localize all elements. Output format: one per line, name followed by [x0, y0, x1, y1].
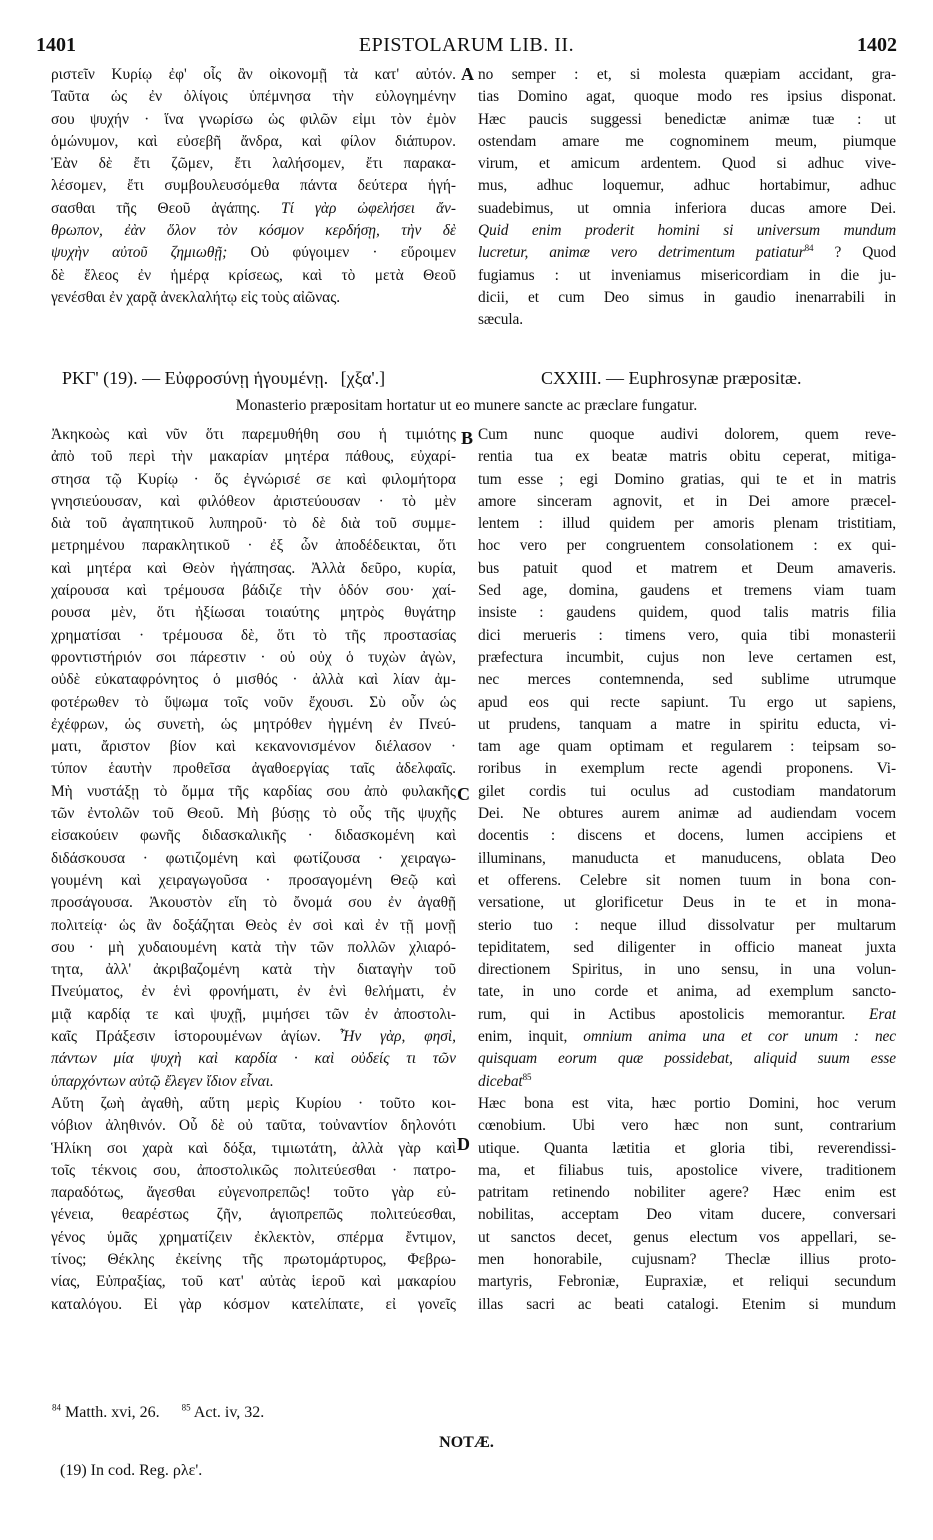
greek-line: Πνεύματος, ἐν ἑνὶ φρονήματι, ἐν ἑνὶ θελήματι, ἐν	[51, 983, 456, 1001]
greek-line: λέσομεν, ἔτι συμβουλευσόμεθα πάντα δεύτερα ἡγή-	[51, 177, 456, 195]
greek-line: πολιτείᾳ· ὡς ἂν δοξάζηται Θεὸς ἐν σοὶ καὶ ἐν τῇ μονῇ	[51, 916, 456, 934]
page-number-left: 1401	[36, 34, 76, 56]
latin-line: apud eos qui recte sapiunt. Tu ergo ut sapiens,	[478, 693, 896, 711]
latin-line: insiste : gaudens quidem, quod talis matris filia	[478, 604, 896, 622]
greek-line: οὐδὲ εὐκαταφρόνητος ὁ μισθός · ἀλλὰ καὶ λίαν ἀμ-	[51, 671, 456, 689]
latin-line: mus, adhuc loquemur, adhuc hortabimur, adhuc	[478, 177, 896, 195]
greek-line: χρηματίσαι · τρέμουσα δὲ, ὅτι τὸ τῆς προστασίας	[51, 626, 456, 644]
greek-italic-quote: Ἦν γὰρ, φησὶ,	[339, 1028, 456, 1046]
latin-line	[478, 1004, 896, 1026]
greek-line: τύπον ἑαυτὴν προθεῖσα ἀγαθοεργίας ταῖς ἀδελφαῖς.	[51, 760, 456, 778]
greek-line	[51, 198, 456, 220]
greek-line: χαίρουσα καὶ τρέμουσα βάδιζε τὴν ὁδόν σου· χαί-	[51, 582, 456, 600]
greek-text: σασθαι τῆς Θεοῦ ἀγάπης.	[51, 199, 261, 217]
latin-line: ut prudens, tanquam a matre in spiritu educta, vi-	[478, 715, 896, 733]
greek-italic-quote: Τί γὰρ ὠφελήσει ἄν-	[281, 199, 456, 217]
greek-line: Ἀκηκοὼς καὶ νῦν ὅτι παρεμυθήθη σου ἡ τιμιότης	[51, 426, 456, 443]
greek-italic-quote: θρωπον, ἐὰν ὅλον τὸν κόσμον κερδήσῃ, τὴν δὲ	[51, 222, 456, 240]
greek-line: προσάγουσα. Ἀκουστὸν εἴη τὸ ὄνομά σου ἐν ἀγαθῇ	[51, 894, 456, 912]
latin-line: ut sanctos decet, genus electum vos appellari, se-	[478, 1228, 896, 1246]
greek-line: Ταῦτα ὡς ἐν ὀλίγοις ὑπέμνησα τὴν εὐλογημένην	[51, 88, 456, 106]
greek-title-text: ΡΚΓ' (19). — Εὐφροσύνῃ ἡγουμένῃ.	[62, 368, 329, 388]
running-title: EPISTOLARUM LIB. II.	[358, 34, 575, 56]
latin-line: ma, et filiabus tuis, apostolice vivere, traditionem	[478, 1161, 896, 1179]
latin-line: rentia tua ex beatæ matris obitu ceperat, mitiga-	[478, 448, 896, 466]
latin-line: illas sacri ac beati catalogi. Etenim si mundum	[478, 1295, 896, 1313]
latin-line: sæcula.	[478, 311, 524, 329]
greek-line: τῶν ἐντολῶν τοῦ Θεοῦ. Μὴ βύσῃς τὸ οὖς τῆς ψυχῆς	[51, 805, 456, 823]
latin-line: amore sinceram agnovit, et in Dei amore præcel-	[478, 492, 896, 510]
latin-line: bus patuit quod et matrem et Deum amaveris.	[478, 559, 896, 577]
latin-line: lentem : illud quidem per amoris plenam tristitiam,	[478, 515, 896, 533]
greek-line: τίνος; Θέκλης ἐκείνης τῆς πρωτομάρτυρος, Φεβρω-	[51, 1250, 456, 1268]
letter-summary: Monasterio præpositam hortatur ut eo munere sancte ac præclare fungatur.	[235, 397, 698, 414]
latin-line: gilet cordis tui oculus ad custodiam mandatorum	[478, 782, 896, 800]
latin-line: Hæc bona est vita, hæc portio Domini, hoc verum	[478, 1094, 896, 1112]
latin-line: men honorabile, cujusnam? Theclæ illius proto-	[478, 1250, 896, 1268]
latin-line: tate, in uno corde et anima, ad exemplum sancto-	[478, 983, 896, 1001]
greek-line	[51, 1026, 456, 1048]
greek-line: στησα τῷ Κυρίῳ · ὅς ἐγνώρισέ σε καὶ φιλομήτορα	[51, 470, 456, 488]
latin-italic-quote: lucretur, animæ vero detrimentum patiatur	[478, 244, 805, 262]
latin-text: enim, inquit,	[478, 1028, 568, 1046]
greek-line: εἰσακούειν φωνῆς διδασκαλικῆς · διδασκομένη καὶ	[51, 827, 456, 845]
margin-marker-b: B	[461, 428, 474, 448]
greek-line: διὰ τοῦ ἀγαπητικοῦ λυπηροῦ· τὸ δὲ διὰ τοῦ συμμε-	[51, 515, 456, 533]
latin-line: utique. Quanta lætitia et gloria tibi, reverendissi-	[478, 1139, 896, 1157]
latin-line: no semper : et, si molesta quæpiam accidant, gra-	[478, 66, 896, 83]
greek-line: μετρημένου παρακλητικοῦ · ἐξ ὧν ἀποδέδεικται, ὅτι	[51, 537, 456, 555]
latin-letter-title: CXXIII. — Euphrosynæ præpositæ.	[541, 368, 802, 388]
greek-title-ref: [χξα'.]	[340, 368, 386, 388]
latin-line: ostendam amare me cognominem meum, piumque	[478, 132, 896, 150]
footnotes	[52, 1404, 264, 1422]
latin-line: versatione, ut glorificetur Deus in te et in mona-	[478, 894, 896, 912]
margin-marker-c: C	[457, 784, 470, 804]
latin-line: Cum nunc quoque audivi dolorem, quem reve-	[478, 426, 896, 443]
latin-line: cœnobium. Ubi vero hæc non sunt, contrarium	[478, 1117, 896, 1135]
latin-line: sterio tuo : neque illud dissolvatur per multarum	[478, 916, 896, 934]
footnote-84: Matth. xvi, 26.	[65, 1404, 160, 1421]
margin-marker-a: A	[461, 64, 474, 84]
latin-line: Dei. Ne obtures aurem animæ ad audiendam vocem	[478, 805, 896, 823]
latin-line: tias Domino agat, quoque modo res ipsius disponat.	[478, 88, 896, 106]
latin-text: rum, qui in Actibus apostolicis memorantur.	[478, 1005, 846, 1023]
notae-heading: NOTÆ.	[439, 1434, 494, 1451]
greek-line: ὁμώνυμον, καὶ εὐσεβῆ ἄνδρα, καὶ φίλον διάπυρον.	[51, 132, 456, 150]
footnote-number: 85	[181, 1402, 191, 1413]
greek-italic-quote: πάντων μία ψυχὴ καὶ καρδία · καὶ οὐδείς τι τῶν	[51, 1050, 456, 1068]
greek-line: διδάσκουσα · φωτιζομένη καὶ φωτίζουσα · χειραγω-	[51, 849, 456, 867]
greek-text: καῖς Πράξεσιν ἱστορουμένων ἁγίων.	[51, 1028, 321, 1046]
page-number-right: 1402	[857, 34, 897, 56]
latin-line: docentis : discens et docens, lumen accipiens et	[478, 827, 896, 845]
footnote-85: Act. iv, 32.	[193, 1404, 265, 1421]
latin-italic-quote: Erat	[869, 1005, 896, 1023]
greek-line: δὲ ἔλεος ἐν ἡμέρᾳ κρίσεως, καὶ τὸ μετὰ Θεοῦ	[51, 266, 456, 284]
greek-line: καταλόγου. Εἰ γὰρ κόσμον κατελίπατε, εἰ γονεῖς	[51, 1295, 456, 1313]
latin-line: nec merces contemnenda, sed sublime utrumque	[478, 671, 896, 689]
latin-line: dici merueris : timens vero, quia tibi monasterii	[478, 626, 896, 644]
greek-line: τοῖς τέκνοις σου, ἀποστολικῶς πολιτεύεσθαι · πατρο-	[51, 1161, 456, 1179]
greek-line: ἐχέφρων, ὡς συνετὴ, ὡς μητρόθεν ἠγμένη ἐν Πνεύ-	[51, 715, 456, 733]
greek-line: γένος ὑμᾶς χρηματίζειν ἐκλεκτὸν, σπέρμα ἔντιμον,	[51, 1228, 456, 1246]
greek-line: τητα, ἀλλ' ἀκριβαζομένη κατὰ τὴν διαταγὴν τοῦ	[51, 961, 456, 979]
greek-line: Αὕτη ζωὴ ἀγαθὴ, αὕτη μερὶς Κυρίου · τοῦτο κοι-	[51, 1094, 456, 1112]
greek-line: φοτέρωθεν τὸ ὕψωμα τοῖς νοῦν ἔχουσι. Σὺ οὖν ὡς	[51, 693, 456, 711]
greek-line: καὶ μητέρα καὶ Θεὸν ἠγάπησας. Ἀλλὰ δεῦρο, κυρία,	[51, 559, 456, 577]
greek-line: γνησιεύουσαν, καὶ φιλόθεον ἀριστεύουσαν · τὸ μὲν	[51, 492, 456, 510]
footnote-number: 84	[52, 1402, 61, 1413]
latin-line: dicii, et cum Deo simus in gaudio inenarrabili in	[478, 288, 896, 306]
latin-line: fugiamus : ut inveniamus misericordiam in die ju-	[478, 266, 896, 284]
latin-line: illuminans, manuducta et manuducens, oblata Deo	[478, 849, 896, 867]
greek-line: γένεια, θεαρέστως ζῆν, ἁγιοπρεπῶς πολιτεύεσθαι,	[51, 1206, 456, 1224]
greek-line: σου ψυχήν · ἵνα γνωρίσω ὡς φιλῶν εἰμι τὸν ἐμὸν	[51, 110, 456, 128]
greek-line: ματι, ἄριστον βίον καὶ κεκανονισμένον διέλασον ·	[51, 738, 456, 756]
greek-line: γενέσθαι ἐν χαρᾷ ἀνεκλαλήτῳ εἰς τοὺς αἰῶνας.	[51, 288, 341, 306]
latin-column-top	[478, 64, 896, 332]
greek-line: Μὴ νυστάξῃ τὸ ὄμμα τῆς καρδίας σου ἀπὸ φυλακῆς	[51, 782, 456, 800]
latin-line	[478, 1071, 896, 1093]
latin-line: suadebimus, ut omnia inferiora ducas amore Dei.	[478, 199, 896, 217]
latin-line: tepiditatem, sed diligenter in officio maneat juxta	[478, 938, 896, 956]
greek-column-body	[51, 424, 456, 1316]
greek-line: νόβιον ἀληθινόν. Οὗ δὲ οὐ ταῦτα, τοὐναντίον δηλονότι	[51, 1117, 456, 1135]
footnote-ref-84: 84	[804, 243, 814, 254]
latin-line: patritam retinendo nobiliter agere? Hæc enim est	[478, 1184, 896, 1202]
latin-line: virum, et amicum ardentem. Quod si adhuc vive-	[478, 155, 896, 173]
greek-line: ἀπὸ τοῦ περὶ τὴν μακαρίαν μητέρα πάθους, εὐχαρί-	[51, 448, 456, 466]
greek-letter-title	[62, 368, 385, 389]
greek-line: Ἐὰν δὲ ἔτι ζῶμεν, ἔτι λαλήσομεν, ἔτι παρακα-	[51, 155, 456, 173]
greek-line	[51, 242, 456, 264]
note-19: (19) In cod. Reg. ρλε'.	[60, 1462, 203, 1479]
footnote-ref-85: 85	[522, 1071, 532, 1082]
greek-line: σου · μὴ χυδαιουμένη κατὰ τὴν τῶν πολλῶν χλιαρό-	[51, 938, 456, 956]
greek-line: ρουσα μὲν, ὅτι ἠξίωσαι τοιαύτης μητρὸς θυγάτηρ	[51, 604, 456, 622]
greek-italic-quote: ψυχὴν αὐτοῦ ζημιωθῇ;	[51, 244, 228, 262]
latin-line: præfectura incumbit, cujus non leve certamen est,	[478, 648, 896, 666]
greek-text: Οὐ φύγοιμεν · εὕροιμεν	[250, 244, 456, 262]
latin-text: ? Quod	[834, 244, 896, 262]
latin-line: Hæc paucis suggessi benedictæ animæ tuæ : ut	[478, 110, 896, 128]
latin-line: roribus in exemplum recte agendi proponens. Vi-	[478, 760, 896, 778]
latin-line	[478, 1026, 896, 1048]
latin-line: hoc vero per congruentem consolationem : ex qui-	[478, 537, 896, 555]
greek-line: φροντιστήριόν σοι πάρεστιν · οὐ οὐχ ὁ τυχὼν ἀγὼν,	[51, 648, 456, 666]
latin-italic-quote: Quid enim proderit homini si universum mundum	[478, 222, 896, 240]
latin-line: tum esse ; egi Domino gratias, qui te et in matris	[478, 470, 896, 488]
greek-line: παραδότως, ἄγεσθαι εὐγενοπρεπῶς! τοῦτο γὰρ εὐ-	[51, 1184, 456, 1202]
latin-line: Sed age, domina, gaudens et tremens viam tuam	[478, 582, 896, 600]
latin-line: nobilitas, acceptam Deo vitam ducere, conversari	[478, 1206, 896, 1224]
greek-line: γουμένη καὶ χειραγωγοῦσα · προσαγομένη Θεῷ καὶ	[51, 871, 456, 889]
margin-marker-d: D	[457, 1134, 470, 1154]
greek-italic-quote: ὑπαρχόντων αὐτῷ ἔλεγεν ἴδιον εἶναι.	[51, 1072, 274, 1090]
latin-line: martyris, Febroniæ, Eupraxiæ, et reliqui secundum	[478, 1273, 896, 1291]
latin-italic-quote: omnium anima una et cor unum : nec	[583, 1028, 896, 1046]
latin-line: tam age quam optimam et regularem : teipsam so-	[478, 738, 896, 756]
latin-column-body	[478, 424, 896, 1316]
greek-line: νίας, Εὐπραξίας, τοῦ κατ' αὐτὰς ἱεροῦ καὶ μακαρίου	[51, 1273, 456, 1291]
greek-column-top	[51, 64, 456, 309]
latin-italic-quote: dicebat	[478, 1072, 523, 1090]
greek-line: ριστεῖν Κυρίῳ ἐφ' οἷς ἂν οἰκονομῇ τὰ κατ' αὐτόν.	[51, 66, 456, 83]
greek-line: Ἡλίκη σοι χαρὰ καὶ δόξα, τιμιωτάτη, ἀλλὰ γὰρ καὶ	[51, 1139, 456, 1157]
latin-line: directionem Spiritus, in uno sensu, in una volun-	[478, 961, 896, 979]
page-header	[36, 34, 897, 60]
latin-line: et offerens. Celebre sit nomen tuum in bona con-	[478, 871, 896, 889]
greek-line: μιᾷ καρδίᾳ τε καὶ ψυχῇ, μιμήσει τῶν ἐν ἀποστολι-	[51, 1005, 456, 1023]
latin-italic-quote: quisquam eorum quæ possidebat, aliquid suum esse	[478, 1050, 896, 1068]
latin-line	[478, 242, 896, 264]
